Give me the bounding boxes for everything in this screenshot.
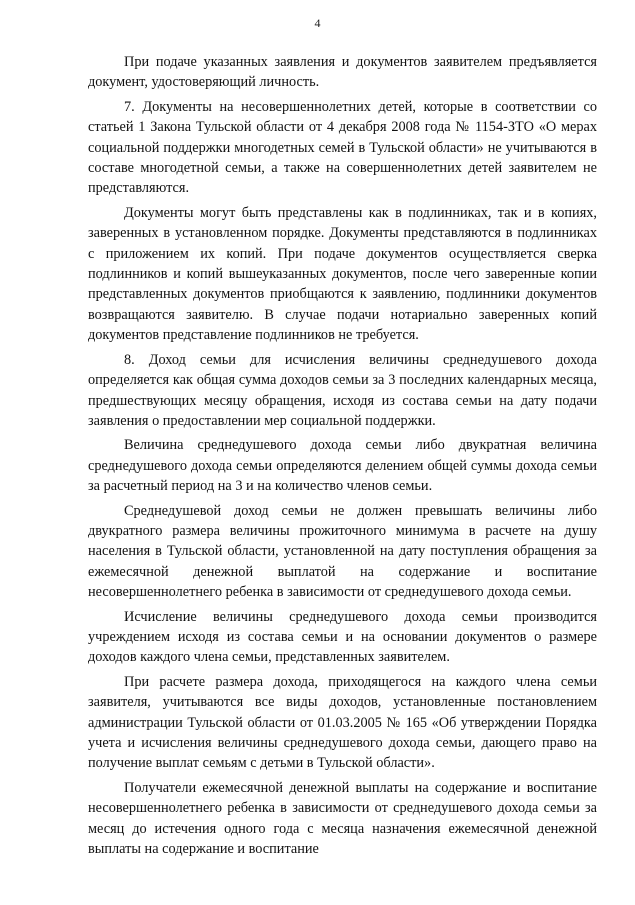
paragraph-income-computation: Исчисление величины среднедушевого дохода семьи производится учреждением исходя из состава семьи и на основании документов о размере доходов каждого члена семьи, представленных заявителем. (88, 608, 597, 666)
paragraph-identity-document: При подаче указанных заявления и документов заявителем предъявляется документ, удостоверяющий личность. (88, 54, 597, 91)
page-number: 4 (314, 16, 321, 30)
paragraph-income-types: При расчете размера дохода, приходящегося на каждого члена семьи заявителя, учитываются все виды доходов, установленные постановлением администрации Тульской области от 01.03.2005 № 165 «Об утверждении Порядка учета и исчисления величины среднедушевого дохода семьи, дающего право на получение выплат семьям с детьми в Тульской области». (88, 673, 597, 772)
paragraph-item-8: 8. Доход семьи для исчисления величины среднедушевого дохода определяется как общая сумма доходов семьи за 3 последних календарных месяца, предшествующих месяцу обращения, исходя из состава семьи на дату подачи заявления о предоставлении мер социальной поддержки. (88, 351, 597, 429)
paragraph-income-calculation: Величина среднедушевого дохода семьи либо двукратная величина среднедушевого дохода семьи определяются делением общей суммы дохода семьи за расчетный период на 3 и на количество членов семьи. (88, 437, 597, 495)
paragraph-item-7: 7. Документы на несовершеннолетних детей, которые в соответствии со статьей 1 Закона Тульской области от 4 декабря 2008 года № 1154-ЗТО «О мерах социальной поддержки многодетных семей в Тульской области» не учитываются в составе многодетной семьи, а также на совершеннолетних детей заявителем не представляются. (88, 98, 597, 197)
paragraph-document-copies: Документы могут быть представлены как в подлинниках, так и в копиях, заверенных в установленном порядке. Документы представляются в подлинниках с приложением их копий. При подаче документов осуществляется сверка подлинников и копий вышеуказанных документов, после чего заверенные копии представленных документов приобщаются к заявлению, подлинники документов возвращаются заявителю. В случае подачи нотариально заверенных копий документов представление подлинников не требуется. (88, 204, 597, 344)
paragraph-income-limit: Среднедушевой доход семьи не должен превышать величины либо двукратного размера величины прожиточного минимума в расчете на душу населения в Тульской области, установленной на дату поступления обращения за ежемесячной денежной выплатой на содержание и воспитание несовершеннолетнего ребенка в зависимости от среднедушевого дохода семьи. (88, 502, 597, 601)
paragraph-recipients: Получатели ежемесячной денежной выплаты на содержание и воспитание несовершеннолетнего ребенка в зависимости от среднедушевого дохода семьи за месяц до истечения одного года с месяца назначения ежемесячной денежной выплаты на содержание и воспитание (88, 779, 597, 858)
document-body (88, 52, 597, 860)
